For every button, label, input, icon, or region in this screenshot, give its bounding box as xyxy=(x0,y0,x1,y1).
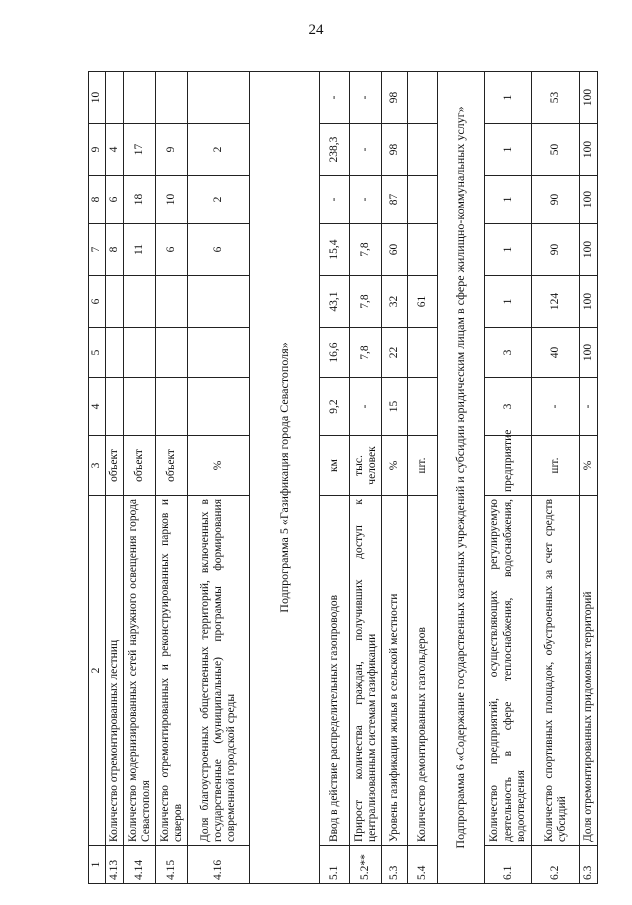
value-cell xyxy=(106,72,124,124)
value-cell xyxy=(188,378,250,436)
value-cell: 8 xyxy=(106,224,124,276)
page-number: 24 xyxy=(308,22,324,38)
column-number-7: 7 xyxy=(89,224,106,276)
value-cell: 1 xyxy=(485,124,532,176)
value-cell xyxy=(156,328,188,378)
value-cell: 40 xyxy=(532,328,580,378)
value-cell: 238,3 xyxy=(320,124,350,176)
value-cell: 6 xyxy=(106,176,124,224)
value-cell: 60 xyxy=(382,224,408,276)
unit: объект xyxy=(156,436,188,496)
indicator-name: Доля благоустроенных общественных территорий, включенных в государственные (муниципальные) программы формирования современной городской среды xyxy=(188,496,250,846)
value-cell: 124 xyxy=(532,276,580,328)
unit: % xyxy=(188,436,250,496)
value-cell: - xyxy=(350,124,382,176)
indicators-table xyxy=(88,71,598,884)
row-number: 6.1 xyxy=(485,846,532,884)
value-cell: - xyxy=(532,378,580,436)
value-cell xyxy=(156,72,188,124)
value-cell: 1 xyxy=(485,224,532,276)
unit: % xyxy=(382,436,408,496)
row-number: 4.14 xyxy=(124,846,156,884)
value-cell: 18 xyxy=(124,176,156,224)
value-cell: 43,1 xyxy=(320,276,350,328)
value-cell: 6 xyxy=(156,224,188,276)
table-row xyxy=(580,72,598,884)
table-row xyxy=(188,72,250,884)
indicator-name: Доля отремонтированных придомовых территорий xyxy=(580,496,598,846)
subprogram-title: Подпрограмма 6 «Содержание государственных казенных учреждений и субсидии юридическим лицам в сфере жилищно-коммунальных услуг» xyxy=(438,72,485,884)
value-cell xyxy=(408,124,438,176)
column-number-1: 1 xyxy=(89,846,106,884)
value-cell xyxy=(156,378,188,436)
value-cell: 61 xyxy=(408,276,438,328)
indicator-name: Количество предприятий, осуществляющих регулируемую деятельность в сфере теплоснабжения, водоснабжения, водоотведения xyxy=(485,496,532,846)
unit: км xyxy=(320,436,350,496)
unit: объект xyxy=(124,436,156,496)
value-cell: 3 xyxy=(485,378,532,436)
table-row xyxy=(320,72,350,884)
value-cell: 90 xyxy=(532,224,580,276)
column-number-3: 3 xyxy=(89,436,106,496)
value-cell: 22 xyxy=(382,328,408,378)
unit: предприятие xyxy=(485,436,532,496)
indicator-name: Количество отремонтированных лестниц xyxy=(106,496,124,846)
value-cell xyxy=(408,72,438,124)
value-cell xyxy=(408,328,438,378)
value-cell: 1 xyxy=(485,276,532,328)
value-cell: 53 xyxy=(532,72,580,124)
value-cell xyxy=(188,276,250,328)
subprogram-row xyxy=(250,72,320,884)
value-cell: 17 xyxy=(124,124,156,176)
unit: тыс. человек xyxy=(350,436,382,496)
value-cell: 9,2 xyxy=(320,378,350,436)
unit: объект xyxy=(106,436,124,496)
unit: % xyxy=(580,436,598,496)
table-row xyxy=(350,72,382,884)
value-cell: 15,4 xyxy=(320,224,350,276)
value-cell xyxy=(106,328,124,378)
table-viewport xyxy=(88,72,595,884)
value-cell: 98 xyxy=(382,124,408,176)
value-cell: 11 xyxy=(124,224,156,276)
value-cell: - xyxy=(350,378,382,436)
value-cell: 16,6 xyxy=(320,328,350,378)
row-number: 4.15 xyxy=(156,846,188,884)
value-cell: - xyxy=(350,176,382,224)
value-cell: 6 xyxy=(188,224,250,276)
row-number: 5.3 xyxy=(382,846,408,884)
table-row xyxy=(532,72,580,884)
indicator-name: Количество модернизированных сетей наружного освещения города Севастополя xyxy=(124,496,156,846)
value-cell xyxy=(124,276,156,328)
value-cell xyxy=(106,276,124,328)
value-cell: 100 xyxy=(580,124,598,176)
value-cell xyxy=(188,328,250,378)
value-cell: 100 xyxy=(580,72,598,124)
value-cell: - xyxy=(320,72,350,124)
column-number-4: 4 xyxy=(89,378,106,436)
row-number: 4.13 xyxy=(106,846,124,884)
value-cell: - xyxy=(320,176,350,224)
row-number: 5.1 xyxy=(320,846,350,884)
value-cell xyxy=(106,378,124,436)
value-cell: 7,8 xyxy=(350,328,382,378)
table-row xyxy=(382,72,408,884)
value-cell xyxy=(124,328,156,378)
row-number: 5.2** xyxy=(350,846,382,884)
value-cell: 100 xyxy=(580,176,598,224)
value-cell: 2 xyxy=(188,176,250,224)
table-row xyxy=(156,72,188,884)
value-cell: 4 xyxy=(106,124,124,176)
value-cell: 100 xyxy=(580,328,598,378)
indicator-name: Количество демонтированных газгольдеров xyxy=(408,496,438,846)
subprogram-title: Подпрограмма 5 «Газификация города Севастополя» xyxy=(250,72,320,884)
value-cell: 2 xyxy=(188,124,250,176)
value-cell xyxy=(408,378,438,436)
value-cell: 90 xyxy=(532,176,580,224)
value-cell: 32 xyxy=(382,276,408,328)
indicator-name: Ввод в действие распределительных газопроводов xyxy=(320,496,350,846)
value-cell: - xyxy=(580,378,598,436)
rotated-table-container xyxy=(88,72,595,884)
table-row xyxy=(408,72,438,884)
value-cell: - xyxy=(350,72,382,124)
value-cell xyxy=(408,224,438,276)
column-number-6: 6 xyxy=(89,276,106,328)
value-cell: 87 xyxy=(382,176,408,224)
row-number: 5.4 xyxy=(408,846,438,884)
value-cell xyxy=(408,176,438,224)
column-number-2: 2 xyxy=(89,496,106,846)
unit: шт. xyxy=(532,436,580,496)
value-cell: 7,8 xyxy=(350,224,382,276)
unit: шт. xyxy=(408,436,438,496)
table-row xyxy=(124,72,156,884)
value-cell: 98 xyxy=(382,72,408,124)
value-cell: 10 xyxy=(156,176,188,224)
value-cell: 100 xyxy=(580,276,598,328)
value-cell xyxy=(156,276,188,328)
row-number: 6.3 xyxy=(580,846,598,884)
row-number: 6.2 xyxy=(532,846,580,884)
value-cell: 1 xyxy=(485,72,532,124)
table-row xyxy=(106,72,124,884)
table-row xyxy=(485,72,532,884)
column-number-8: 8 xyxy=(89,176,106,224)
value-cell: 100 xyxy=(580,224,598,276)
value-cell: 9 xyxy=(156,124,188,176)
value-cell xyxy=(188,72,250,124)
value-cell: 3 xyxy=(485,328,532,378)
column-number-10: 10 xyxy=(89,72,106,124)
indicator-name: Уровень газификации жилья в сельской местности xyxy=(382,496,408,846)
value-cell: 7,8 xyxy=(350,276,382,328)
column-number-9: 9 xyxy=(89,124,106,176)
value-cell: 15 xyxy=(382,378,408,436)
column-number-5: 5 xyxy=(89,328,106,378)
indicator-name: Количество спортивных площадок, обустроенных за счет средств субсидий xyxy=(532,496,580,846)
header-row xyxy=(89,72,106,884)
row-number: 4.16 xyxy=(188,846,250,884)
indicator-name: Количество отремонтированных и реконструированных парков и скверов xyxy=(156,496,188,846)
value-cell xyxy=(124,72,156,124)
indicator-name: Прирост количества граждан, получивших доступ к централизованным системам газификации xyxy=(350,496,382,846)
value-cell xyxy=(124,378,156,436)
value-cell: 50 xyxy=(532,124,580,176)
value-cell: 1 xyxy=(485,176,532,224)
subprogram-row xyxy=(438,72,485,884)
